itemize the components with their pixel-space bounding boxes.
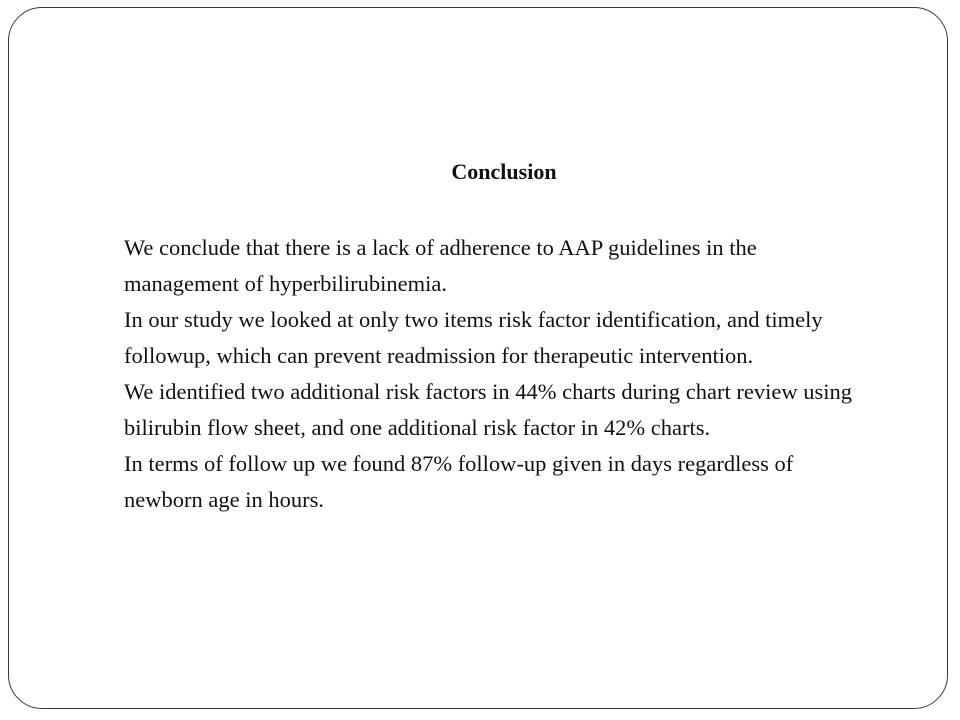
body-paragraph: We conclude that there is a lack of adherence to AAP guidelines in the management of hyperbilirubinemia. [124, 235, 757, 296]
body-paragraph: In terms of follow up we found 87% follow-up given in days regardless of newborn age in hours. [124, 451, 794, 512]
body-paragraph: We identified two additional risk factors in 44% charts during chart review using bilirubin flow sheet, and one additional risk factor in 42% charts. [124, 379, 852, 440]
slide-title: Conclusion [451, 159, 557, 184]
body-paragraph: In our study we looked at only two items risk factor identification, and timely followup, which can prevent readmission for therapeutic intervention. [124, 307, 823, 368]
slide-body [124, 230, 854, 518]
slide-frame [8, 7, 948, 709]
